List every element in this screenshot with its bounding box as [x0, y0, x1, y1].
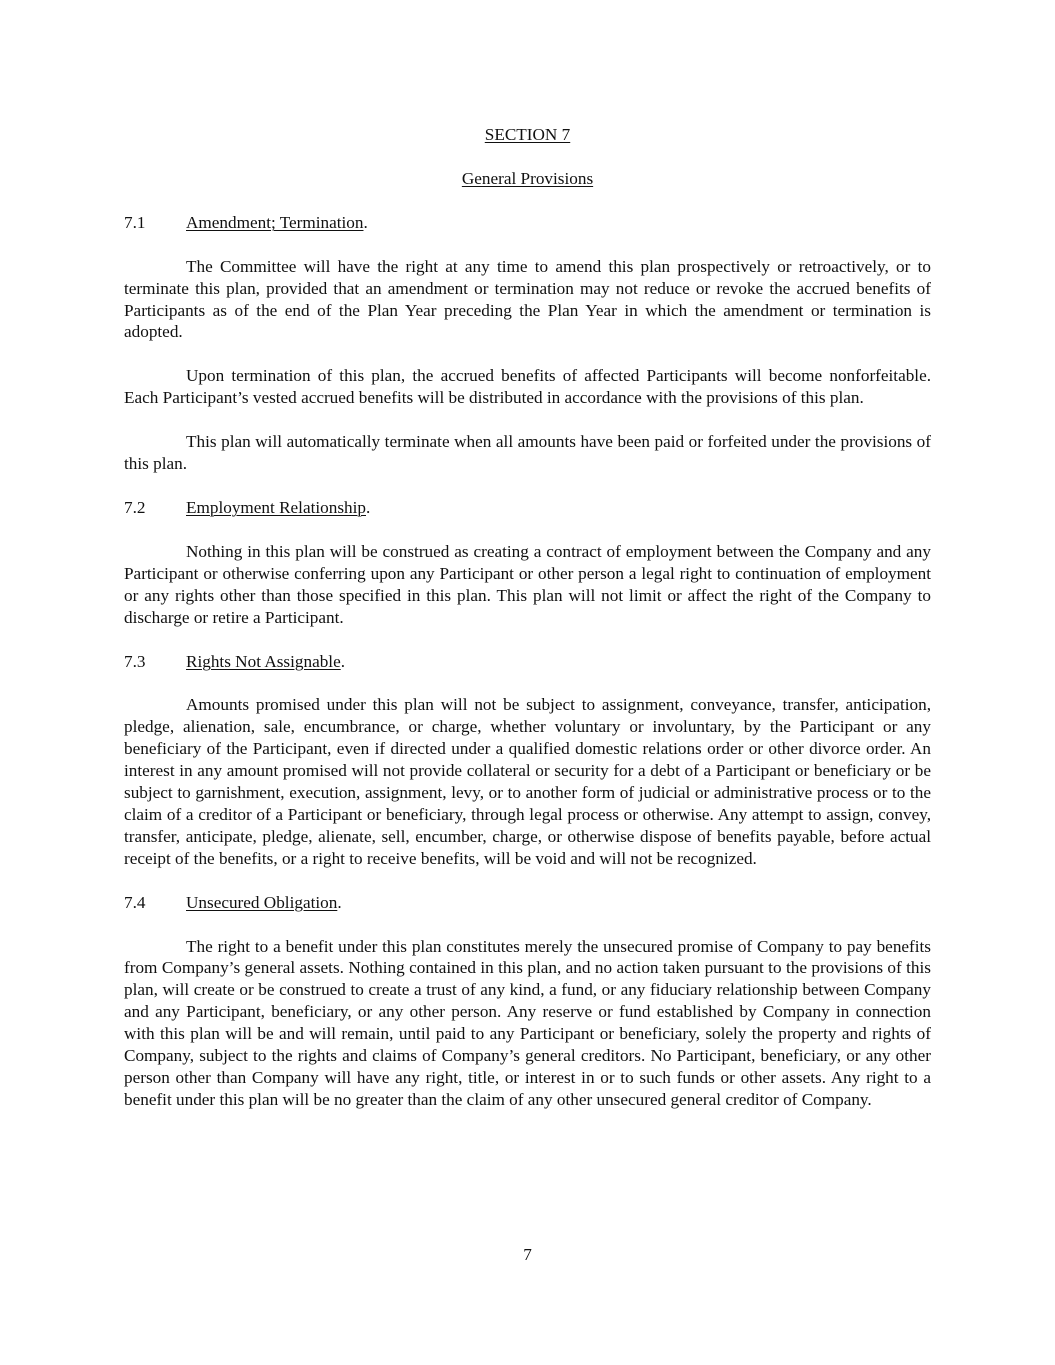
paragraph: The right to a benefit under this plan constitutes merely the unsecured promise of Company to pay benefits from Company’s general assets. Nothing contained in this plan, and no action taken pursuant to the provisions of this plan, will create or be construed to create a trust of any kind, a fund, or any fiduciary relationship between Company and any Participant, beneficiary, or any other person. Any reserve or fund established by Company in connection with this plan will be and will remain, until paid to any Participant or beneficiary, solely the property and rights of Company, subject to the rights and claims of Company’s general creditors. No Participant, beneficiary, or any other person other than Company will have any right, title, or interest in or to such funds or other assets. Any right to a benefit under this plan will be no greater than the claim of any other unsecured general creditor of Company. [124, 936, 931, 1109]
section-title-text: General Provisions [461, 168, 594, 188]
paragraph: Nothing in this plan will be construed as creating a contract of employment between the Company and any Participant or otherwise conferring upon any Participant or other person a legal right to continuation of employment or any rights other than those specified in this plan. This plan will not limit or affect the right of the Company to discharge or retire a Participant. [124, 541, 931, 627]
paragraph: Amounts promised under this plan will not be subject to assignment, conveyance, transfer, anticipation, pledge, alienation, sale, encumbrance, or charge, whether voluntary or involuntary, by the Participant or any beneficiary of the Participant, even if directed under a qualified domestic relations order or other divorce order. An interest in any amount promised will not provide collateral or security for a debt of a Participant or beneficiary or be subject to garnishment, execution, assignment, levy, or to another form of judicial or administrative process or to the claim of a creditor of a Participant or beneficiary, through legal process or otherwise. Any attempt to assign, convey, transfer, anticipate, pledge, alienate, sell, encumber, charge, or otherwise dispose of benefits payable, before actual receipt of the benefits, or a right to receive benefits, will be void and will not be recognized. [124, 695, 931, 868]
clause-title: Rights Not Assignable [186, 651, 341, 671]
clause-number: 7.3 [124, 651, 146, 671]
clause-title: Amendment; Termination [186, 212, 364, 232]
clause-heading-7-3: 7.3 Rights Not Assignable. [124, 651, 345, 671]
clause-number: 7.1 [124, 212, 146, 232]
section-number-text: SECTION 7 [484, 125, 571, 144]
paragraph: Upon termination of this plan, the accrued benefits of affected Participants will become nonforfeitable. Each Participant’s vested accrued benefits will be distributed in accordance with the provisions of this plan. [124, 366, 931, 408]
document-page [124, 124, 931, 1111]
clause-heading-7-4: 7.4 Unsecured Obligation. [124, 892, 342, 912]
clause-number: 7.2 [124, 497, 146, 517]
clause-heading-7-1: 7.1 Amendment; Termination. [124, 212, 368, 232]
section-number [124, 124, 931, 146]
clause-heading-7-2: 7.2 Employment Relationship. [124, 497, 371, 517]
paragraph: The Committee will have the right at any time to amend this plan prospectively or retroactively, or to terminate this plan, provided that an amendment or termination may not reduce or revoke the accrued benefits of Participants as of the end of the Plan Year preceding the Plan Year in which the amendment or termination is adopted. [124, 256, 931, 342]
paragraph: This plan will automatically terminate when all amounts have been paid or forfeited under the provisions of this plan. [124, 432, 931, 474]
clause-title: Employment Relationship [186, 497, 366, 517]
section-title [124, 168, 931, 190]
clause-title: Unsecured Obligation [186, 892, 338, 912]
page-number: 7 [523, 1245, 532, 1264]
clause-number: 7.4 [124, 892, 146, 912]
